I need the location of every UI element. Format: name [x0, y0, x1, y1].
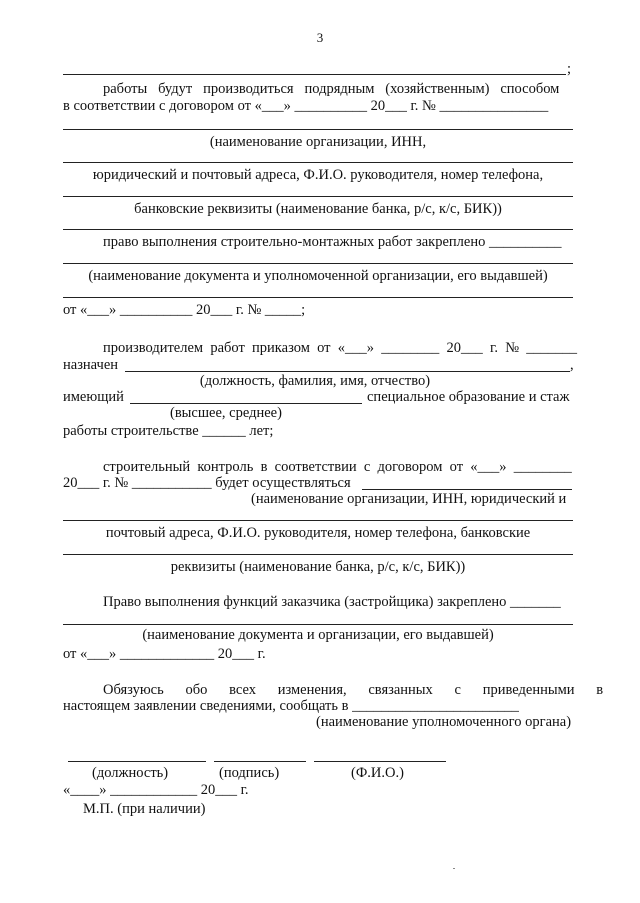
- signature-line-name: [314, 761, 446, 762]
- label: назначен: [63, 357, 119, 373]
- blank-line: [63, 129, 573, 130]
- text-line: настоящем заявлении сведениями, сообщать в _______________________: [63, 698, 519, 714]
- blank-line: [63, 624, 573, 625]
- blank-line: [63, 162, 573, 163]
- text-line: специальное образование и стаж: [367, 389, 570, 405]
- scan-speck: [453, 868, 455, 869]
- caption: реквизиты (наименование банка, р/с, к/с, БИК)): [170, 559, 466, 575]
- blank-line: [63, 297, 573, 298]
- text-line: работы будут производиться подрядным (хозяйственным) способом: [103, 81, 560, 97]
- signature-line-signature: [214, 761, 306, 762]
- blank-line: [63, 74, 566, 75]
- label: имеющий: [63, 389, 124, 405]
- text-line: Право выполнения функций заказчика (застройщика) закреплено _______: [103, 594, 561, 610]
- caption: (наименование организации, ИНН, юридический и: [251, 491, 567, 507]
- page-number: 3: [316, 30, 324, 45]
- text-line: в соответствии с договором от «___» __________ 20___ г. № _______________: [63, 98, 549, 114]
- blank-line: [63, 263, 573, 264]
- blank-line: [125, 371, 570, 372]
- signature-position-caption: (должность): [92, 765, 169, 781]
- caption: (должность, фамилия, имя, отчество): [199, 373, 431, 389]
- caption: банковские реквизиты (наименование банка, р/с, к/с, БИК)): [134, 201, 502, 217]
- signature-line-position: [68, 761, 206, 762]
- blank-line: [63, 554, 573, 555]
- caption: почтовый адреса, Ф.И.О. руководителя, номер телефона, банковские: [105, 525, 531, 541]
- semicolon: ;: [567, 61, 572, 77]
- caption: (наименование организации, ИНН,: [209, 134, 427, 150]
- text-line: работы строительстве ______ лет;: [63, 423, 274, 439]
- text-line: производителем работ приказом от «___» ________ 20___ г. № _______: [103, 340, 578, 356]
- text-line: строительный контроль в соответствии с договором от «___» ________: [103, 459, 572, 475]
- blank-line: [63, 229, 573, 230]
- blank-line: [63, 196, 573, 197]
- signature-date: «____» ____________ 20___ г.: [63, 782, 249, 798]
- signature-name-caption: (Ф.И.О.): [351, 765, 404, 781]
- text-line: Обязуюсь обо всех изменения, связанных с приведенными в: [103, 682, 604, 698]
- blank-line: [362, 489, 572, 490]
- text-line: 20___ г. № ___________ будет осуществляться: [63, 475, 351, 491]
- caption: юридический и почтовый адреса, Ф.И.О. руководителя, номер телефона,: [92, 167, 544, 183]
- comma: ,: [570, 357, 574, 373]
- stamp-label: М.П. (при наличии): [83, 801, 206, 817]
- caption: (наименование документа и организации, его выдавшей): [142, 627, 494, 643]
- blank-line: [63, 520, 573, 521]
- text-line: от «___» _____________ 20___ г.: [63, 646, 266, 662]
- blank-line: [130, 403, 362, 404]
- text-line: от «___» __________ 20___ г. № _____;: [63, 302, 306, 318]
- text-line: право выполнения строительно-монтажных работ закреплено __________: [103, 234, 562, 250]
- caption: (наименование документа и уполномоченной организации, его выдавшей): [88, 268, 548, 284]
- signature-caption: (подпись): [219, 765, 280, 781]
- caption: (высшее, среднее): [170, 405, 282, 421]
- caption: (наименование уполномоченного органа): [316, 714, 572, 730]
